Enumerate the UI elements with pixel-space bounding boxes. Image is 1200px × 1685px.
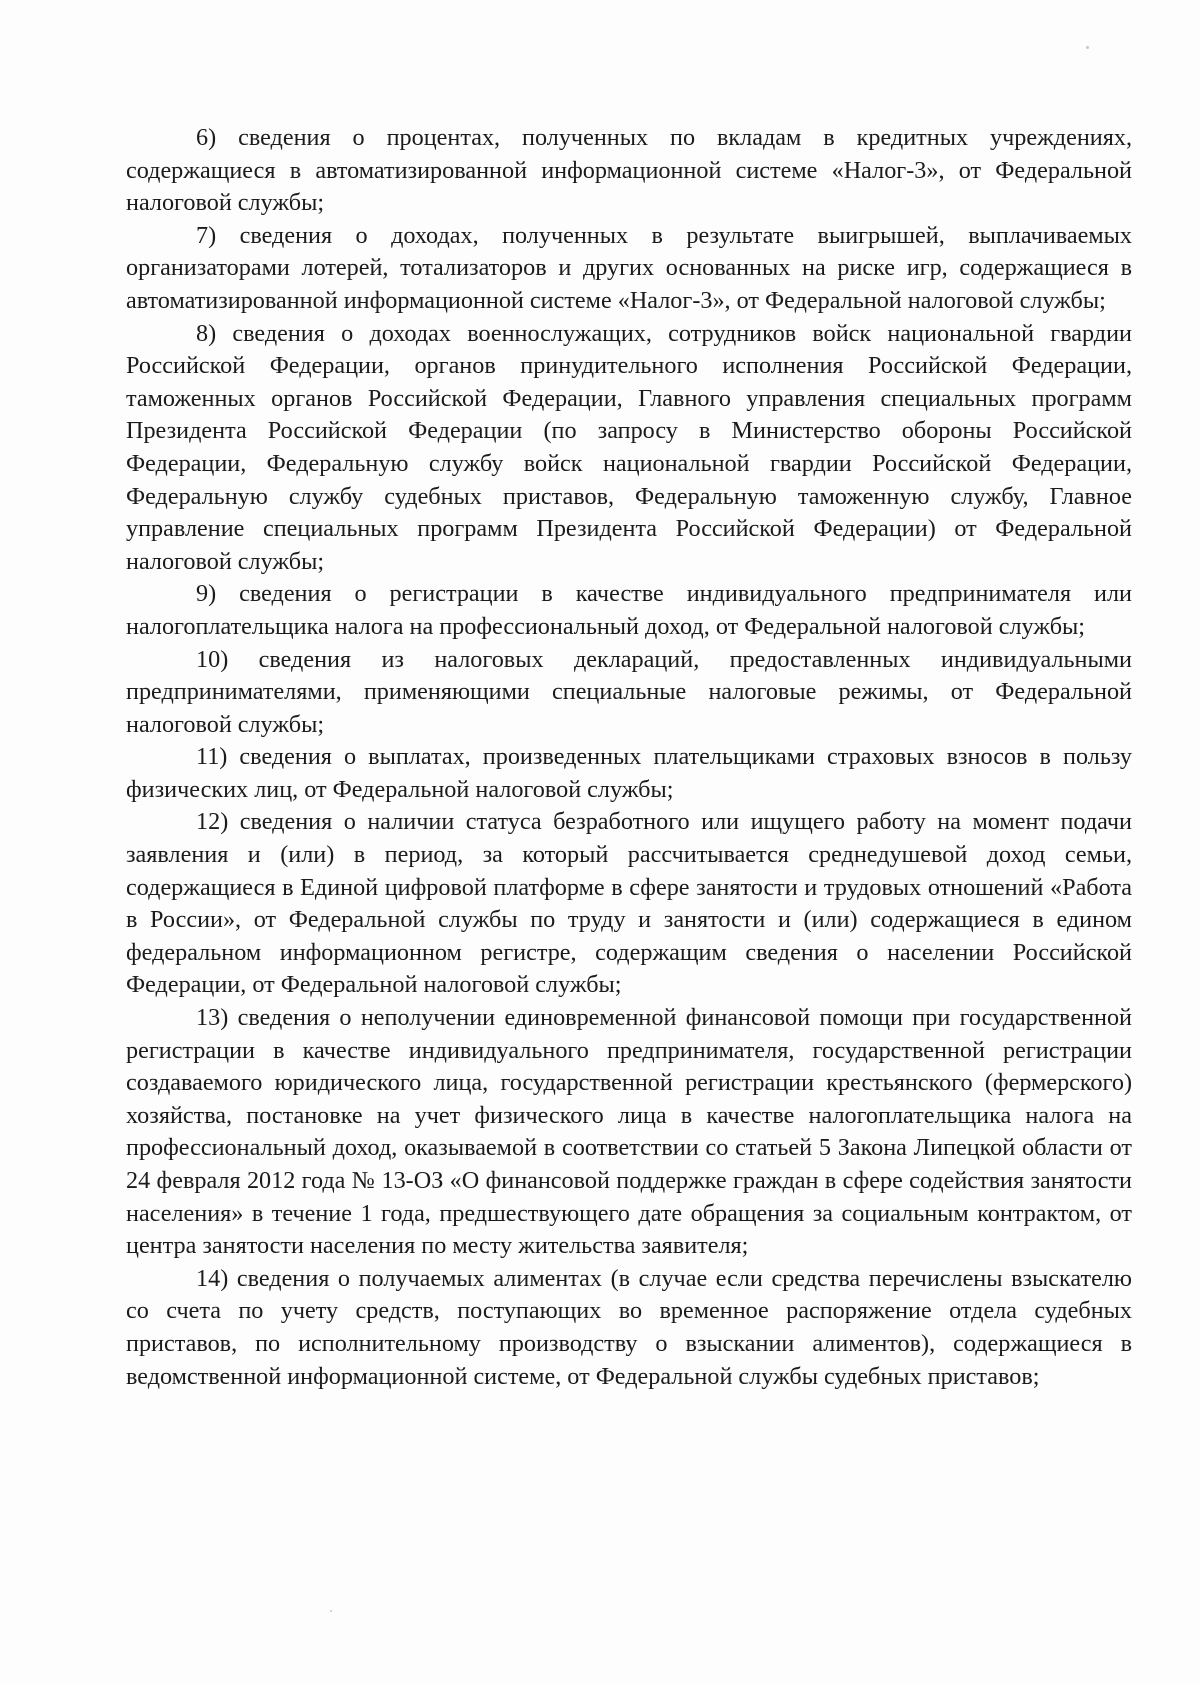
list-item-11: 11) сведения о выплатах, произведенных плательщиками страховых взносов в пользу физических лиц, от Федеральной налоговой службы; [126, 743, 1132, 803]
scan-speck [330, 1610, 332, 1612]
list-item-10: 10) сведения из налоговых деклараций, предоставленных индивидуальными предпринимателями, применяющими специальные налоговые режимы, от Федеральной налоговой службы; [126, 645, 1132, 738]
list-item-12: 12) сведения о наличии статуса безработного или ищущего работу на момент подачи заявления и (или) в период, за который рассчитывается среднедушевой доход семьи, содержащиеся в Единой цифровой платформе в сфере занятости и трудовых отношений «Работа в России», от Федеральной службы по труду и занятости и (или) содержащиеся в едином федеральном информационном регистре, содержащим сведения о населении Российской Федерации, от Федеральной налоговой службы; [126, 808, 1132, 999]
list-item-6: 6) сведения о процентах, полученных по вкладам в кредитных учреждениях, содержащиеся в автоматизированной информационной системе «Налог-3», от Федеральной налоговой службы; [126, 124, 1132, 217]
list-item-14: 14) сведения о получаемых алиментах (в случае если средства перечислены взыскателю со счета по учету средств, поступающих во временное распоряжение отдела судебных приставов, по исполнительному производству о взыскании алиментов), содержащиеся в ведомственной информационной системе, от Федеральной службы судебных приставов; [126, 1264, 1132, 1390]
list-item-9: 9) сведения о регистрации в качестве индивидуального предпринимателя или налогоплательщика налога на профессиональный доход, от Федеральной налоговой службы; [126, 580, 1132, 640]
list-item-8: 8) сведения о доходах военнослужащих, сотрудников войск национальной гвардии Российской Федерации, органов принудительного исполнения Российской Федерации, таможенных органов Российской Федерации, Главного управления специальных программ Президента Российской Федерации (по запросу в Министерство обороны Российской Федерации, Федеральную службу войск национальной гвардии Российской Федерации, Федеральную службу судебных приставов, Федеральную таможенную службу, Главное управление специальных программ Президента Российской Федерации) от Федеральной налоговой службы; [126, 319, 1132, 575]
scan-speck [1086, 46, 1089, 49]
document-body [126, 122, 1132, 1393]
list-item-7: 7) сведения о доходах, полученных в результате выигрышей, выплачиваемых организаторами лотерей, тотализаторов и других основанных на риске игр, содержащиеся в автоматизированной информационной системе «Налог-3», от Федеральной налоговой службы; [126, 221, 1132, 314]
list-item-13: 13) сведения о неполучении единовременной финансовой помощи при государственной регистрации в качестве индивидуального предпринимателя, государственной регистрации создаваемого юридического лица, государственной регистрации крестьянского (фермерского) хозяйства, постановке на учет физического лица в качестве налогоплательщика налога на профессиональный доход, оказываемой в соответствии со статьей 5 Закона Липецкой области от 24 февраля 2012 года № 13-ОЗ «О финансовой поддержке граждан в сфере содействия занятости населения» в течение 1 года, предшествующего дате обращения за социальным контрактом, от центра занятости населения по месту жительства заявителя; [126, 1004, 1132, 1260]
